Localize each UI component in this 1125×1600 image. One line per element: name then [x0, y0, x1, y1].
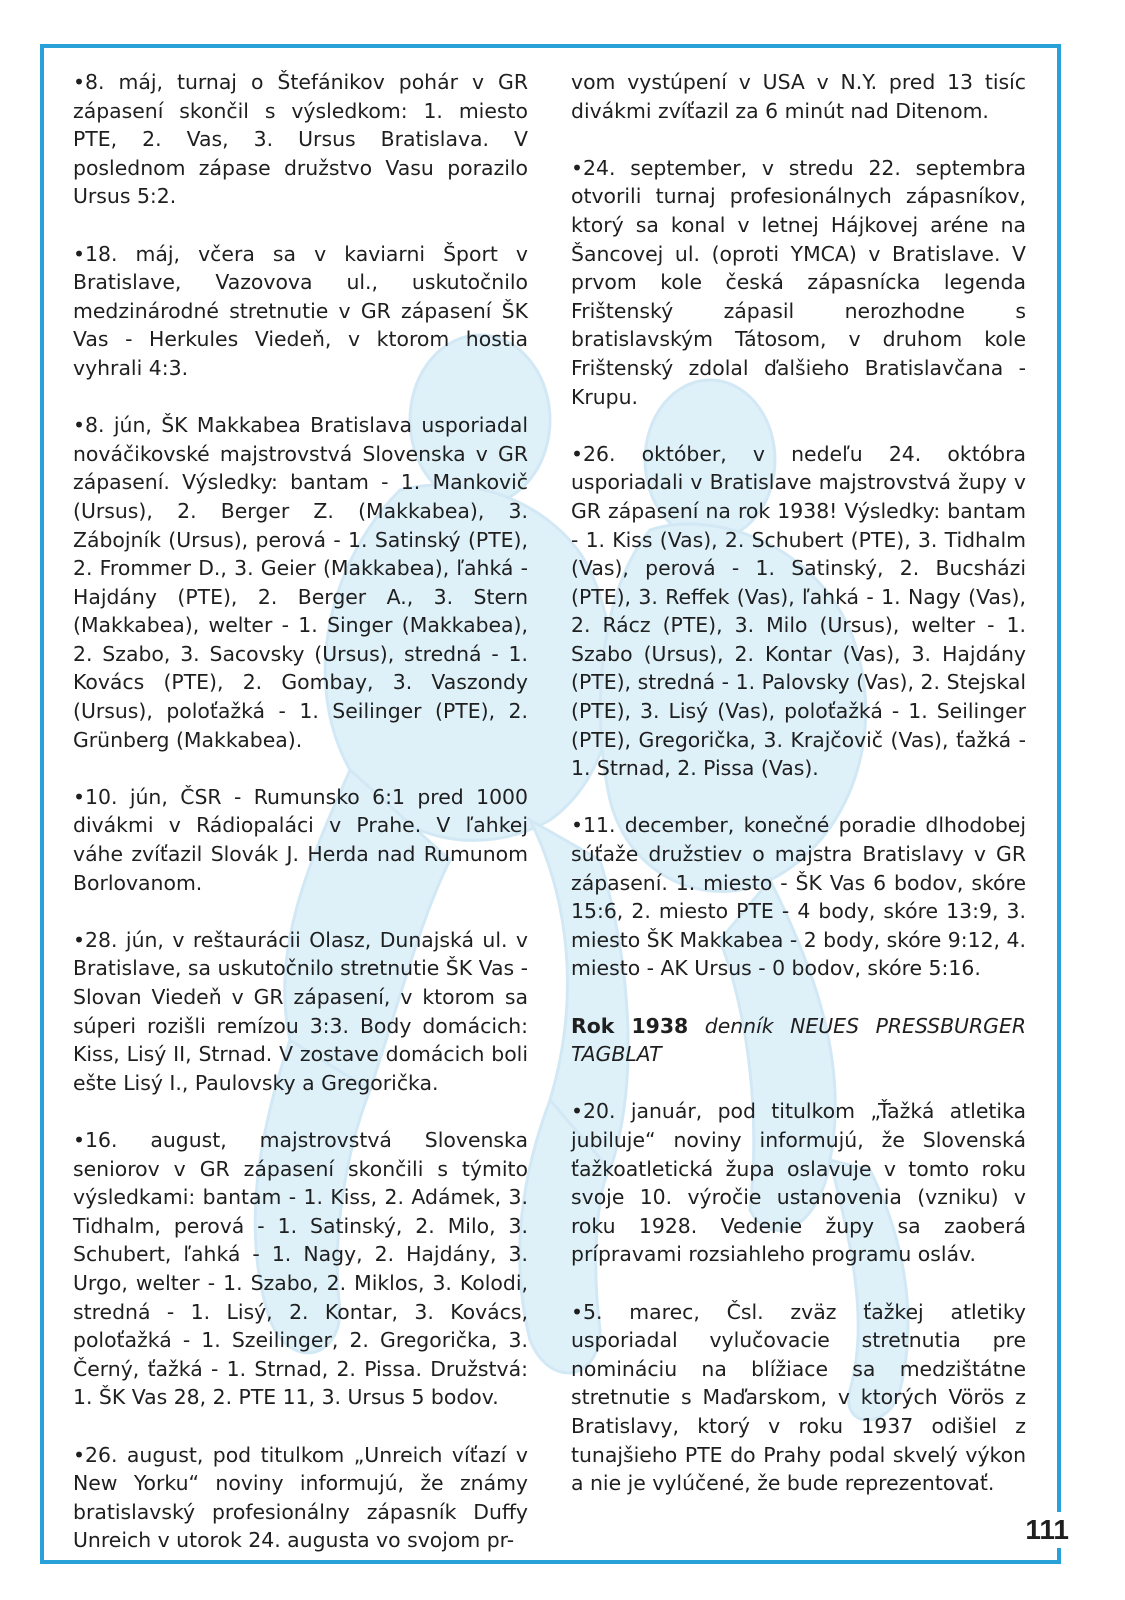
section-heading-1938: [571, 1012, 1026, 1069]
entry-26-august-continuation: vom vystúpení v USA v N.Y. pred 13 tisíc divákmi zvíťazil za 6 minút nad Ditenom.: [571, 70, 1026, 123]
entry-26-oktober: •26. október, v nedeľu 24. októbra usporiadali v Bratislave majstrovstvá župy v GR zápasení na rok 1938! Výsledky: bantam - 1. Kiss (Vas), 2. Schubert (PTE), 3. Tidhalm (Vas), perová - 1. Satinský, 2. Bucsházi (PTE), 3. Reffek (Vas), ľahká - 1. Nagy (Vas), 2. Rácz (PTE), 3. Milo (Ursus), welter - 1. Szabo (Ursus), 2. Kontar (Vas), 3. Hajdány (PTE), stredná - 1. Palovsky (Vas), 2. Stejskal (PTE), 3. Lisý (Vas), poloťažká - 1. Seilinger (PTE), Gregorička, 3. Krajčovič (Vas), ťažká - 1. Strnad, 2. Pissa (Vas).: [571, 441, 1026, 781]
entry-24-september: •24. september, v stredu 22. septembra otvorili turnaj profesionálnych zápasníkov, ktorý sa konal v letnej Hájkovej aréne na Šancovej ul. (oproti YMCA) v Bratislave. V prvom kole česká zápasnícka legenda Frištenský zápasil nerozhodne s bratislavským Tátosom, v druhom kole Frištenský zdolal ďalšieho Bratislavčana - Krupu.: [571, 155, 1026, 409]
entry-11-december: •11. december, konečné poradie dlhodobej súťaže družstiev o majstra Bratislavy v GR zápasení. 1. miesto - ŠK Vas 6 bodov, skóre 15:6, 2. miesto PTE - 4 body, skóre 13:9, 3. miesto ŠK Makkabea - 2 body, skóre 9:12, 4. miesto - AK Ursus - 0 bodov, skóre 5:16.: [571, 813, 1026, 981]
heading-year: Rok 1938: [571, 1013, 689, 1038]
entry-28-jun: •28. jún, v reštaurácii Olasz, Dunajská ul. v Bratislave, sa uskutočnilo stretnutie ŠK Vas - Slovan Viedeň v GR zápasení, v ktorom sa súperi rozišli remízou 3:3. Body domácich: Kiss, Lisý II, Strnad. V zostave domácich boli ešte Lisý I., Paulovsky a Gregorička.: [73, 927, 528, 1095]
right-column: [571, 68, 1026, 1526]
page-number: 111: [1015, 1512, 1079, 1548]
left-column: [73, 68, 528, 1583]
heading-source: denník NEUES PRESSBURGER TAGBLAT: [571, 1013, 1027, 1067]
entry-5-marec: •5. marec, Čsl. zväz ťažkej atletiky usporiadal vylučovacie stretnutia pre nomináciu na blížiace sa medzištátne stretnutie s Maďarskom, v ktorých Vörös z Bratislavy, ktorý v roku 1937 odišiel z tunajšieho PTE do Prahy podal skvelý výkon a nie je vylúčené, že bude reprezentovať.: [571, 1299, 1026, 1496]
entry-26-august: •26. august, pod titulkom „Unreich víťazí v New Yorku“ noviny informujú, že známy bratislavský profesionálny zápasník Duffy Unreich v utorok 24. augusta vo svojom pr-: [73, 1442, 528, 1553]
entry-10-jun: •10. jún, ČSR - Rumunsko 6:1 pred 1000 divákmi v Rádiopaláci v Prahe. V ľahkej váhe zvíťazil Slovák J. Herda nad Rumunom Borlovanom.: [73, 784, 528, 895]
entry-20-januar: •20. január, pod titulkom „Ťažká atletika jubiluje“ noviny informujú, že Slovenská ťažkoatletická župa oslavuje v tomto roku svoje 10. výročie ustanovenia (vzniku) v roku 1928. Vedenie župy sa zaoberá prípravami rozsiahleho programu osláv.: [571, 1099, 1026, 1267]
entry-18-maj: •18. máj, včera sa v kaviarni Šport v Bratislave, Vazovova ul., uskutočnilo medzinárodné stretnutie v GR zápasení ŠK Vas - Herkules Viedeň, v ktorom hostia vyhrali 4:3.: [73, 241, 528, 380]
entry-16-august: •16. august, majstrovstvá Slovenska seniorov v GR zápasení skončili s týmito výsledkami: bantam - 1. Kiss, 2. Adámek, 3. Tidhalm, perová - 1. Satinský, 2. Milo, 3. Schubert, ľahká - 1. Nagy, 2. Hajdány, 3. Urgo, welter - 1. Szabo, 2. Miklos, 3. Kolodi, stredná - 1. Lisý, 2. Kontar, 3. Kovács, poloťažká - 1. Szeilinger, 2. Gregorička, 3. Černý, ťažká - 1. Strnad, 2. Pissa. Družstvá: 1. ŠK Vas 28, 2. PTE 11, 3. Ursus 5 bodov.: [73, 1127, 528, 1410]
entry-8-maj: •8. máj, turnaj o Štefánikov pohár v GR zápasení skončil s výsledkom: 1. miesto PTE, 2. Vas, 3. Ursus Bratislava. V poslednom zápase družstvo Vasu porazilo Ursus 5:2.: [73, 70, 528, 209]
entry-8-jun: •8. jún, ŠK Makkabea Bratislava usporiadal nováčikovské majstrovstvá Slovenska v GR zápasení. Výsledky: bantam - 1. Mankovič (Ursus), 2. Berger Z. (Makkabea), 3. Zábojník (Ursus), perová - 1. Satinský (PTE), 2. Frommer D., 3. Geier (Makkabea), ľahká - Hajdány (PTE), 2. Berger A., 3. Stern (Makkabea), welter - 1. Singer (Makkabea), 2. Szabo, 3. Sacovsky (Ursus), stredná - 1. Kovács (PTE), 2. Gombay, 3. Vaszondy (Ursus), poloťažká - 1. Seilinger (PTE), 2. Grünberg (Makkabea).: [73, 413, 528, 752]
